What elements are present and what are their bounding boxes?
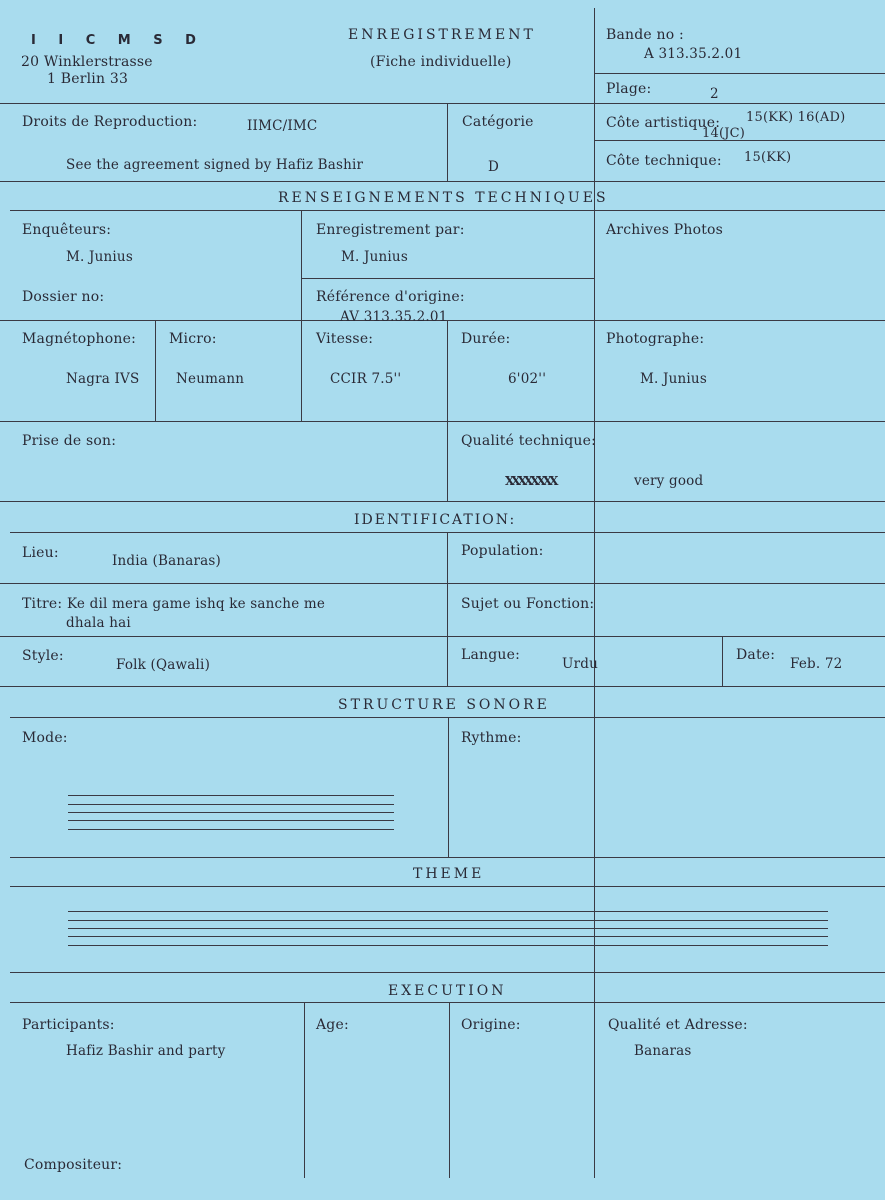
photographe-label: Photographe: <box>606 331 705 347</box>
archives-photos-label: Archives Photos <box>606 222 724 238</box>
reference-label: Référence d'origine: <box>316 289 465 305</box>
page-title: ENREGISTREMENT <box>348 27 536 43</box>
section-heading-identification: IDENTIFICATION: <box>354 512 517 528</box>
cote-technique-label: Côte technique: <box>606 153 722 169</box>
categorie-label: Catégorie <box>462 114 534 130</box>
writing-line <box>68 795 394 796</box>
photographe-value: M. Junius <box>640 371 707 387</box>
vitesse-value: CCIR 7.5'' <box>330 371 402 387</box>
participants-value: Hafiz Bashir and party <box>66 1043 226 1059</box>
cote-artistique-value-2: 14(JC) <box>702 126 746 141</box>
compositeur-label: Compositeur: <box>24 1157 123 1173</box>
cote-artistique-label: Côte artistique: <box>606 115 721 131</box>
cote-artistique-value: 15(KK) 16(AD) <box>746 110 846 125</box>
writing-line <box>68 920 828 921</box>
reference-value: AV 313.35.2.01 <box>340 309 448 325</box>
rights-label: Droits de Reproduction: <box>22 114 198 130</box>
enregistrement-par-label: Enregistrement par: <box>316 222 465 238</box>
qualite-adresse-label: Qualité et Adresse: <box>608 1017 748 1033</box>
divider <box>0 583 885 584</box>
divider <box>449 1002 450 1178</box>
section-heading-technique: RENSEIGNEMENTS TECHNIQUES <box>278 190 609 206</box>
population-label: Population: <box>461 543 544 559</box>
divider <box>0 103 885 104</box>
divider <box>304 1002 305 1178</box>
sujet-label: Sujet ou Fonction: <box>461 596 595 612</box>
divider <box>447 320 448 501</box>
qualite-adresse-value: Banaras <box>634 1043 692 1059</box>
writing-line <box>68 804 394 805</box>
divider <box>722 636 723 686</box>
qualite-technique-value: very good <box>634 473 704 489</box>
magnetophone-label: Magnétophone: <box>22 331 137 347</box>
divider <box>0 686 885 687</box>
magnetophone-value: Nagra IVS <box>66 371 140 387</box>
writing-line <box>68 911 828 912</box>
plage-value: 2 <box>710 86 719 102</box>
mode-label: Mode: <box>22 730 68 746</box>
duree-label: Durée: <box>461 331 511 347</box>
writing-line <box>68 829 394 830</box>
enregistrement-par-value: M. Junius <box>341 249 408 265</box>
divider <box>10 1002 885 1003</box>
writing-line <box>68 936 828 937</box>
titre-value-2: dhala hai <box>66 615 131 631</box>
lieu-label: Lieu: <box>22 545 59 561</box>
enqueteurs-value: M. Junius <box>66 249 133 265</box>
date-value: Feb. 72 <box>790 656 843 672</box>
divider <box>448 717 449 857</box>
date-label: Date: <box>736 647 776 663</box>
style-value: Folk (Qawali) <box>116 657 211 673</box>
duree-value: 6'02'' <box>508 371 547 387</box>
writing-line <box>68 945 828 946</box>
page-subtitle: (Fiche individuelle) <box>370 54 512 70</box>
rythme-label: Rythme: <box>461 730 522 746</box>
qualite-struck-text: XXXXXXXX <box>505 474 556 488</box>
plage-label: Plage: <box>606 81 652 97</box>
age-label: Age: <box>316 1017 349 1033</box>
divider <box>10 857 885 858</box>
participants-label: Participants: <box>22 1017 115 1033</box>
lieu-value: India (Banaras) <box>112 553 222 569</box>
bande-value: A 313.35.2.01 <box>644 46 743 62</box>
langue-label: Langue: <box>461 647 521 663</box>
divider <box>0 181 885 182</box>
divider <box>0 501 885 502</box>
section-heading-structure: STRUCTURE SONORE <box>338 697 550 713</box>
qualite-technique-label: Qualité technique: <box>461 433 597 449</box>
section-heading-execution: EXECUTION <box>388 983 507 999</box>
titre-label: Titre: <box>22 596 63 612</box>
enqueteurs-label: Enquêteurs: <box>22 222 112 238</box>
org-street: 20 Winklerstrasse <box>21 54 153 70</box>
writing-line <box>68 928 828 929</box>
org-city: 1 Berlin 33 <box>47 71 129 87</box>
prise-de-son-label: Prise de son: <box>22 433 117 449</box>
divider <box>447 532 448 686</box>
rights-value: IIMC/IMC <box>247 118 318 134</box>
titre-value: Ke dil mera game ishq ke sanche me <box>67 596 326 612</box>
writing-line <box>68 820 394 821</box>
divider <box>301 210 302 421</box>
micro-value: Neumann <box>176 371 245 387</box>
divider <box>301 278 594 279</box>
divider <box>447 103 448 181</box>
micro-label: Micro: <box>169 331 217 347</box>
style-label: Style: <box>22 648 64 664</box>
divider <box>10 210 885 211</box>
langue-value: Urdu <box>562 656 598 672</box>
divider <box>0 421 885 422</box>
divider <box>10 886 885 887</box>
divider <box>155 320 156 421</box>
divider <box>594 73 885 74</box>
divider <box>0 636 885 637</box>
rights-note: See the agreement signed by Hafiz Bashir <box>66 157 364 173</box>
divider <box>10 972 885 973</box>
cote-technique-value: 15(KK) <box>744 150 792 165</box>
bande-label: Bande no : <box>606 27 684 43</box>
org-logo: I I C M S D <box>31 33 205 48</box>
origine-label: Origine: <box>461 1017 521 1033</box>
writing-line <box>68 812 394 813</box>
categorie-value: D <box>488 159 500 175</box>
dossier-label: Dossier no: <box>22 289 105 305</box>
vitesse-label: Vitesse: <box>316 331 374 347</box>
section-heading-theme: THEME <box>413 866 485 882</box>
